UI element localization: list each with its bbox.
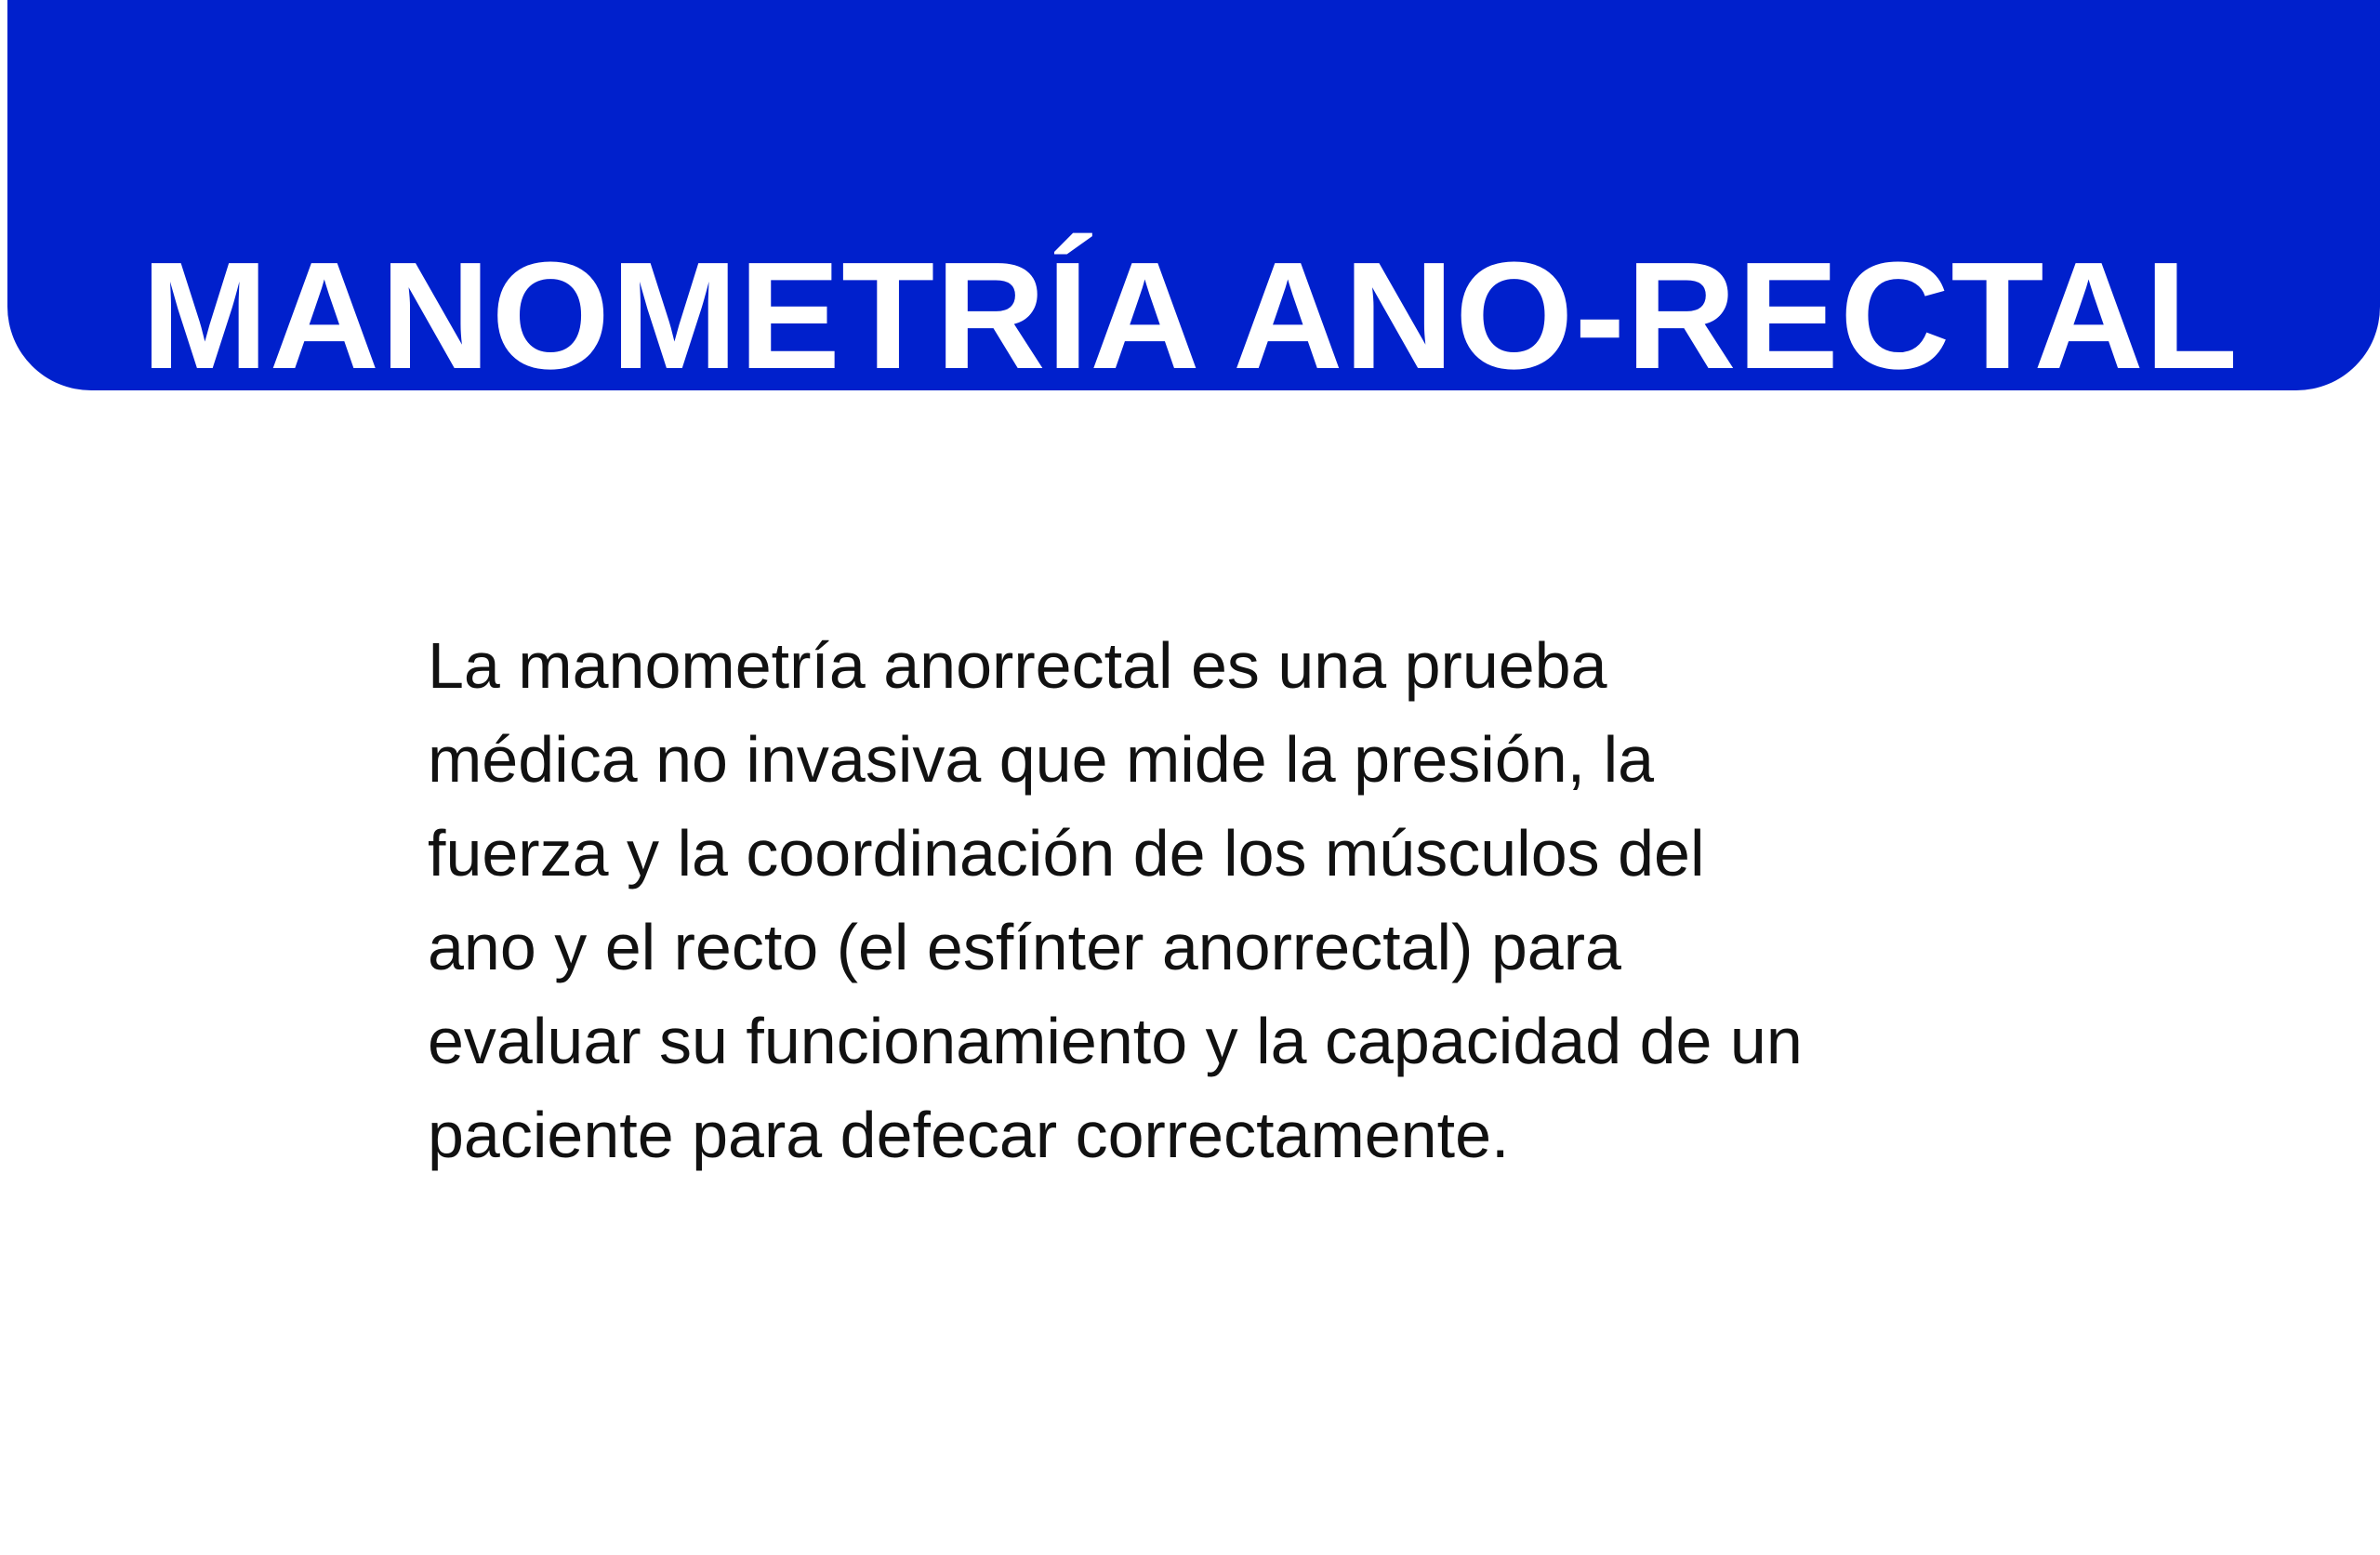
paragraph-line: médica no invasiva que mide la presión, la bbox=[428, 723, 1655, 796]
paragraph-line: La manometría anorrectal es una prueba bbox=[428, 629, 1607, 702]
page-title: MANOMETRÍA ANO-RECTAL bbox=[141, 230, 2239, 401]
paragraph-line: ano y el recto (el esfínter anorrectal) para bbox=[428, 911, 1621, 983]
description-paragraph bbox=[428, 619, 2027, 1182]
paragraph-line: paciente para defecar correctamente. bbox=[428, 1099, 1510, 1171]
paragraph-line: evaluar su funcionamiento y la capacidad de un bbox=[428, 1005, 1803, 1077]
paragraph-line: fuerza y la coordinación de los músculos del bbox=[428, 817, 1705, 890]
